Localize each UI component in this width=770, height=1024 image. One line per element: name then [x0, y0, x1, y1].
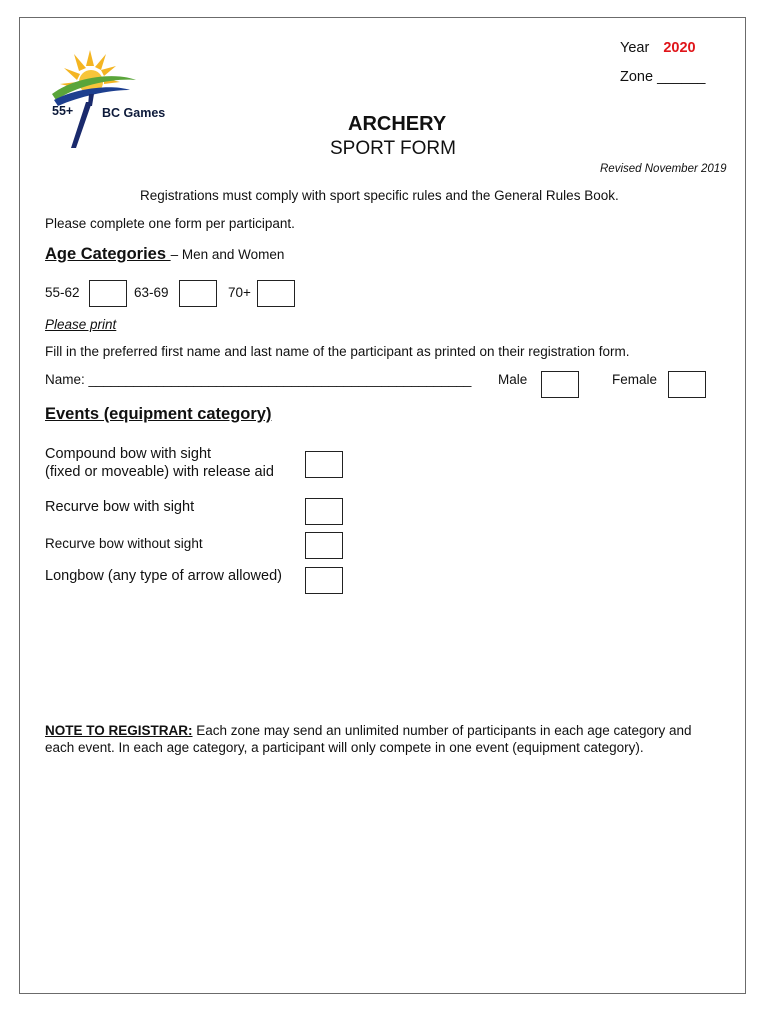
registrar-note-label: NOTE TO REGISTRAR:: [45, 723, 193, 738]
event-recurve-no-sight: Recurve bow without sight: [45, 536, 203, 551]
event-longbow: Longbow (any type of arrow allowed): [45, 568, 282, 584]
logo-graphic-icon: [46, 44, 176, 154]
events-heading: Events (equipment category): [45, 405, 272, 423]
revised-date: Revised November 2019: [600, 163, 727, 175]
age-checkbox-55-62[interactable]: [89, 280, 127, 307]
male-label: Male: [498, 372, 528, 387]
participant-instruction: Fill in the preferred first name and last name of the participant as printed on their registration form.: [45, 344, 630, 359]
age-label-63-69: 63-69: [134, 285, 169, 300]
female-label: Female: [612, 372, 658, 387]
age-heading: Age Categories: [45, 245, 171, 263]
age-categories-heading: [45, 245, 284, 264]
compliance-text: Registrations must comply with sport specific rules and the General Rules Book.: [140, 188, 619, 203]
event-compound-line1: Compound bow with sight: [45, 446, 212, 462]
age-checkbox-70-plus[interactable]: [257, 280, 295, 307]
event-checkbox-compound[interactable]: [305, 451, 343, 478]
zone-field[interactable]: Zone ______: [620, 69, 706, 85]
event-checkbox-longbow[interactable]: [305, 567, 343, 594]
year-label: Year: [620, 40, 650, 56]
age-label-55-62: 55-62: [45, 285, 80, 300]
registrar-note-line2: each event. In each age category, a participant will only compete in one event (equipment category).: [45, 740, 644, 755]
male-checkbox[interactable]: [541, 371, 579, 398]
event-checkbox-recurve-sight[interactable]: [305, 498, 343, 525]
event-compound-line2: (fixed or moveable) with release aid: [45, 464, 274, 480]
please-print-label: Please print: [45, 317, 117, 332]
event-recurve-sight: Recurve bow with sight: [45, 499, 195, 515]
event-checkbox-recurve-no-sight[interactable]: [305, 532, 343, 559]
logo-name: BC Games: [102, 106, 166, 120]
sport-title: ARCHERY: [348, 113, 447, 135]
form-title: SPORT FORM: [330, 138, 456, 159]
age-subheading: – Men and Women: [170, 247, 285, 262]
female-checkbox[interactable]: [668, 371, 706, 398]
year-value: 2020: [663, 40, 696, 56]
year-field: [620, 40, 696, 56]
registrar-note-line1: [45, 723, 692, 738]
registrar-note-text1: Each zone may send an unlimited number of participants in each age category and: [192, 723, 692, 738]
age-label-70-plus: 70+: [228, 285, 251, 300]
instruction-text: Please complete one form per participant.: [45, 216, 295, 231]
name-field[interactable]: Name: ___________________________________________________: [45, 372, 472, 387]
logo-badge: 55+: [52, 104, 74, 118]
age-checkbox-63-69[interactable]: [179, 280, 217, 307]
bc-games-logo: [46, 44, 176, 154]
